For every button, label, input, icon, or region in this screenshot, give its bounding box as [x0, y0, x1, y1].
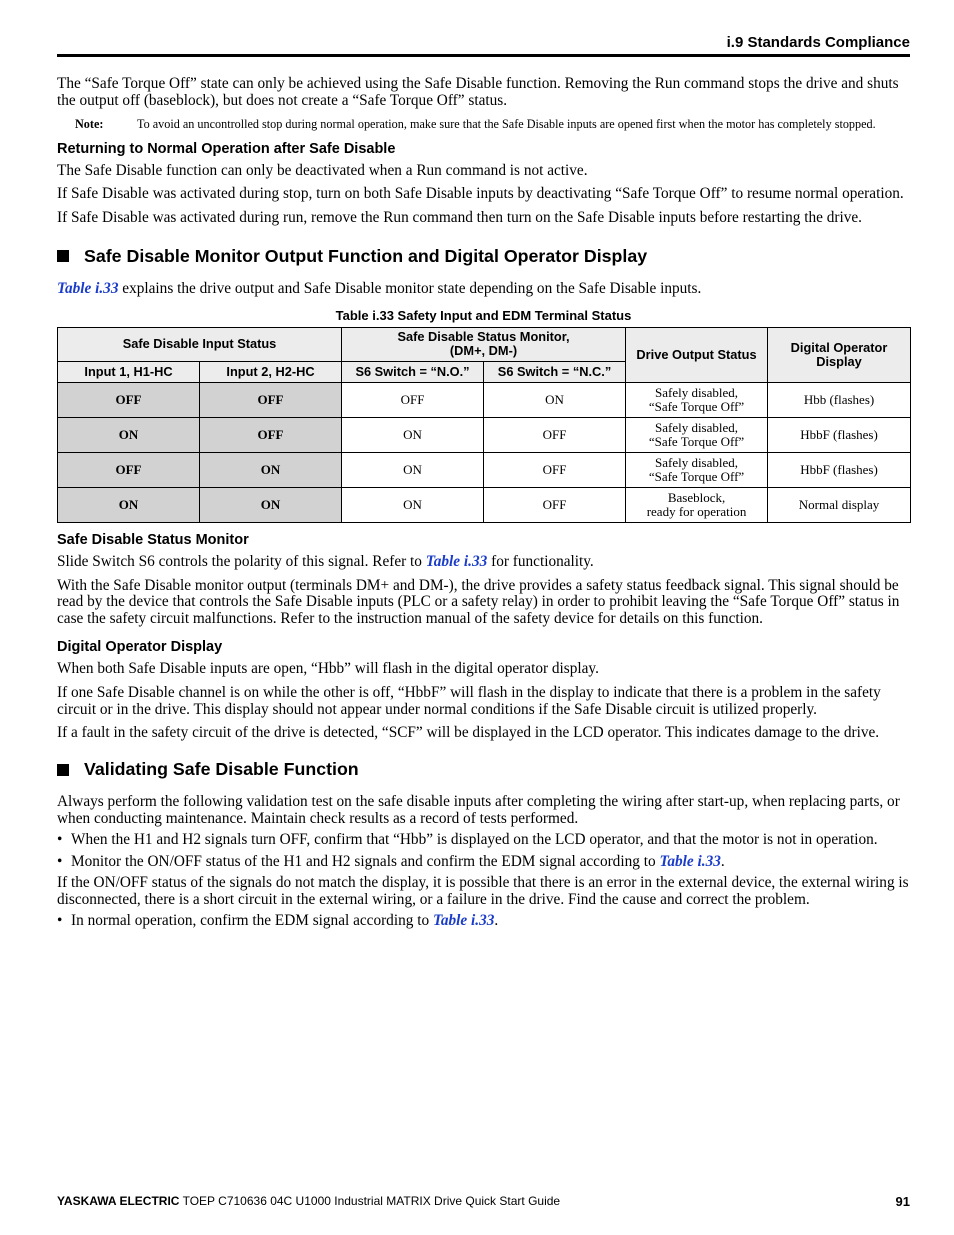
monitor-intro-rest: explains the drive output and Safe Disable monitor state depending on the Safe Disable inputs.: [118, 279, 702, 297]
cell-display: Normal display: [768, 487, 911, 522]
cell-output-line1: Baseblock,: [667, 489, 726, 505]
cell-output: [626, 452, 768, 487]
validating-p1: Always perform the following validation test on the safe disable inputs after completing the wiring after start-up, when replacing parts, or when conducting maintenance. Maintain check results as a record of tests performed.: [57, 793, 900, 827]
cell-output: [626, 487, 768, 522]
cell-output-line2: “Safe Torque Off”: [648, 433, 745, 449]
th-s6-no: S6 Switch = “N.O.”: [342, 361, 484, 382]
cell-input1: ON: [58, 417, 200, 452]
cell-output-line1: Safely disabled,: [654, 419, 739, 435]
cell-output: [626, 382, 768, 417]
running-head: i.9 Standards Compliance: [726, 34, 910, 51]
list-item-text-a: In normal operation, confirm the EDM signal according to: [71, 911, 433, 929]
table-row: [58, 487, 911, 522]
table-row: [58, 452, 911, 487]
operator-display-p3: If a fault in the safety circuit of the drive is detected, “SCF” will be displayed in the LCD operator. This indicates damage to the drive.: [57, 724, 880, 742]
heading-monitor-text: Safe Disable Monitor Output Function and Digital Operator Display: [84, 245, 648, 266]
operator-display-p1: When both Safe Disable inputs are open, “Hbb” will flash in the digital operator display.: [57, 659, 599, 677]
cell-s6-nc: OFF: [484, 452, 626, 487]
validating-list-2: [57, 913, 910, 930]
heading-status-monitor: Safe Disable Status Monitor: [57, 531, 249, 548]
footer: [57, 1194, 910, 1208]
header-rule: [57, 54, 910, 57]
section-square-icon: [57, 250, 69, 262]
note: [57, 117, 910, 131]
validating-list: [57, 832, 910, 871]
note-label: Note:: [75, 116, 104, 131]
cell-s6-nc: ON: [484, 382, 626, 417]
returning-p2: If Safe Disable was activated during stop, turn on both Safe Disable inputs by deactivating “Safe Torque Off” to resume normal operation.: [57, 185, 904, 203]
list-item-text-a: Monitor the ON/OFF status of the H1 and H2 signals and confirm the EDM signal according to: [71, 852, 660, 870]
cell-display: HbbF (flashes): [768, 452, 911, 487]
list-item-text-b: .: [494, 911, 499, 929]
cell-output-line2: “Safe Torque Off”: [648, 398, 745, 414]
returning-p3: If Safe Disable was activated during run, remove the Run command then turn on the Safe Disable inputs before restarting the drive.: [57, 209, 862, 227]
table-link[interactable]: Table i.33: [425, 552, 488, 570]
table-link[interactable]: Table i.33: [659, 852, 721, 870]
cell-input2: ON: [200, 487, 342, 522]
table-link[interactable]: Table i.33: [432, 911, 495, 929]
page-number: 91: [895, 1194, 910, 1209]
status-monitor-p1: [57, 554, 910, 571]
list-item: [57, 854, 910, 871]
cell-output: [626, 417, 768, 452]
heading-validating-text: Validating Safe Disable Function: [84, 759, 359, 780]
cell-input1: ON: [58, 487, 200, 522]
cell-input2: ON: [200, 452, 342, 487]
validating-p2: If the ON/OFF status of the signals do not match the display, it is possible that there is an error in the external device, the external wiring is disconnected, there is a short circuit in the external wiring, or a failure in the drive. Find the cause and correct the problem.: [57, 874, 909, 909]
th-input1: Input 1, H1-HC: [58, 361, 200, 382]
table-link[interactable]: Table i.33: [57, 279, 119, 297]
cell-input1: OFF: [58, 382, 200, 417]
cell-output-line1: Safely disabled,: [654, 384, 739, 400]
th-monitor-line1: Safe Disable Status Monitor,: [397, 329, 570, 345]
footer-doc-title: TOEP C710636 04C U1000 Industrial MATRIX Drive Quick Start Guide: [179, 1194, 561, 1208]
cell-output-line2: “Safe Torque Off”: [648, 468, 745, 484]
safety-status-table: [57, 327, 911, 523]
footer-brand: YASKAWA ELECTRIC: [57, 1194, 180, 1208]
cell-s6-nc: OFF: [484, 417, 626, 452]
status-monitor-p2: With the Safe Disable monitor output (terminals DM+ and DM-), the drive provides a safety status feedback signal. This signal should be read by the device that controls the Safe Disable inputs (PLC or a safety relay) in order to prohibit leaving the “Safe Torque Off” status in case the safety circuit malfunctions. Refer to the instruction manual of the safety device for details on this function.: [57, 576, 900, 628]
th-input2: Input 2, H2-HC: [200, 361, 342, 382]
list-item: [57, 913, 910, 930]
list-item: • When the H1 and H2 signals turn OFF, confirm that “Hbb” is displayed on the LCD operator, and that the motor is not in operation.: [57, 832, 910, 849]
cell-display: HbbF (flashes): [768, 417, 911, 452]
th-monitor: [342, 327, 626, 361]
cell-input2: OFF: [200, 382, 342, 417]
cell-output-line2: ready for operation: [646, 503, 747, 519]
th-s6-nc: S6 Switch = “N.C.”: [484, 361, 626, 382]
heading-returning: Returning to Normal Operation after Safe Disable: [57, 140, 396, 157]
table-row: [58, 417, 911, 452]
heading-operator-display: Digital Operator Display: [57, 638, 223, 655]
cell-s6-no: OFF: [342, 382, 484, 417]
status-monitor-p1-a: Slide Switch S6 controls the polarity of this signal. Refer to: [57, 552, 426, 570]
cell-display: Hbb (flashes): [768, 382, 911, 417]
heading-validating: [57, 759, 910, 780]
th-monitor-line2: (DM+, DM-): [449, 343, 518, 359]
cell-s6-no: ON: [342, 452, 484, 487]
cell-output-line1: Safely disabled,: [654, 454, 739, 470]
page-content: [57, 76, 910, 930]
returning-p1: The Safe Disable function can only be deactivated when a Run command is not active.: [57, 161, 588, 179]
monitor-intro: [57, 281, 910, 298]
th-input-status: Safe Disable Input Status: [58, 327, 342, 361]
heading-monitor-section: [57, 246, 910, 267]
note-text: To avoid an uncontrolled stop during normal operation, make sure that the Safe Disable inputs are opened first when the motor has completely stopped.: [137, 116, 876, 131]
cell-input1: OFF: [58, 452, 200, 487]
cell-s6-no: ON: [342, 487, 484, 522]
cell-s6-nc: OFF: [484, 487, 626, 522]
list-item-text-b: .: [720, 852, 725, 870]
intro-paragraph: The “Safe Torque Off” state can only be achieved using the Safe Disable function. Removing the Run command stops the drive and shuts the output off (baseblock), but does not create a “Safe Torque Off” status.: [57, 75, 899, 109]
status-monitor-p1-b: for functionality.: [487, 552, 594, 570]
operator-display-p2: If one Safe Disable channel is on while the other is off, “HbbF” will flash in the display to indicate that there is a problem in the safety circuit or in the drive. This display should not appear under normal conditions if the Safe Disable circuit is utilized properly.: [57, 683, 881, 718]
th-display: Digital Operator Display: [768, 327, 911, 382]
cell-s6-no: ON: [342, 417, 484, 452]
table-caption: Table i.33 Safety Input and EDM Terminal Status: [335, 307, 632, 323]
th-drive-output: Drive Output Status: [626, 327, 768, 382]
section-square-icon: [57, 764, 69, 776]
cell-input2: OFF: [200, 417, 342, 452]
table-row: [58, 382, 911, 417]
